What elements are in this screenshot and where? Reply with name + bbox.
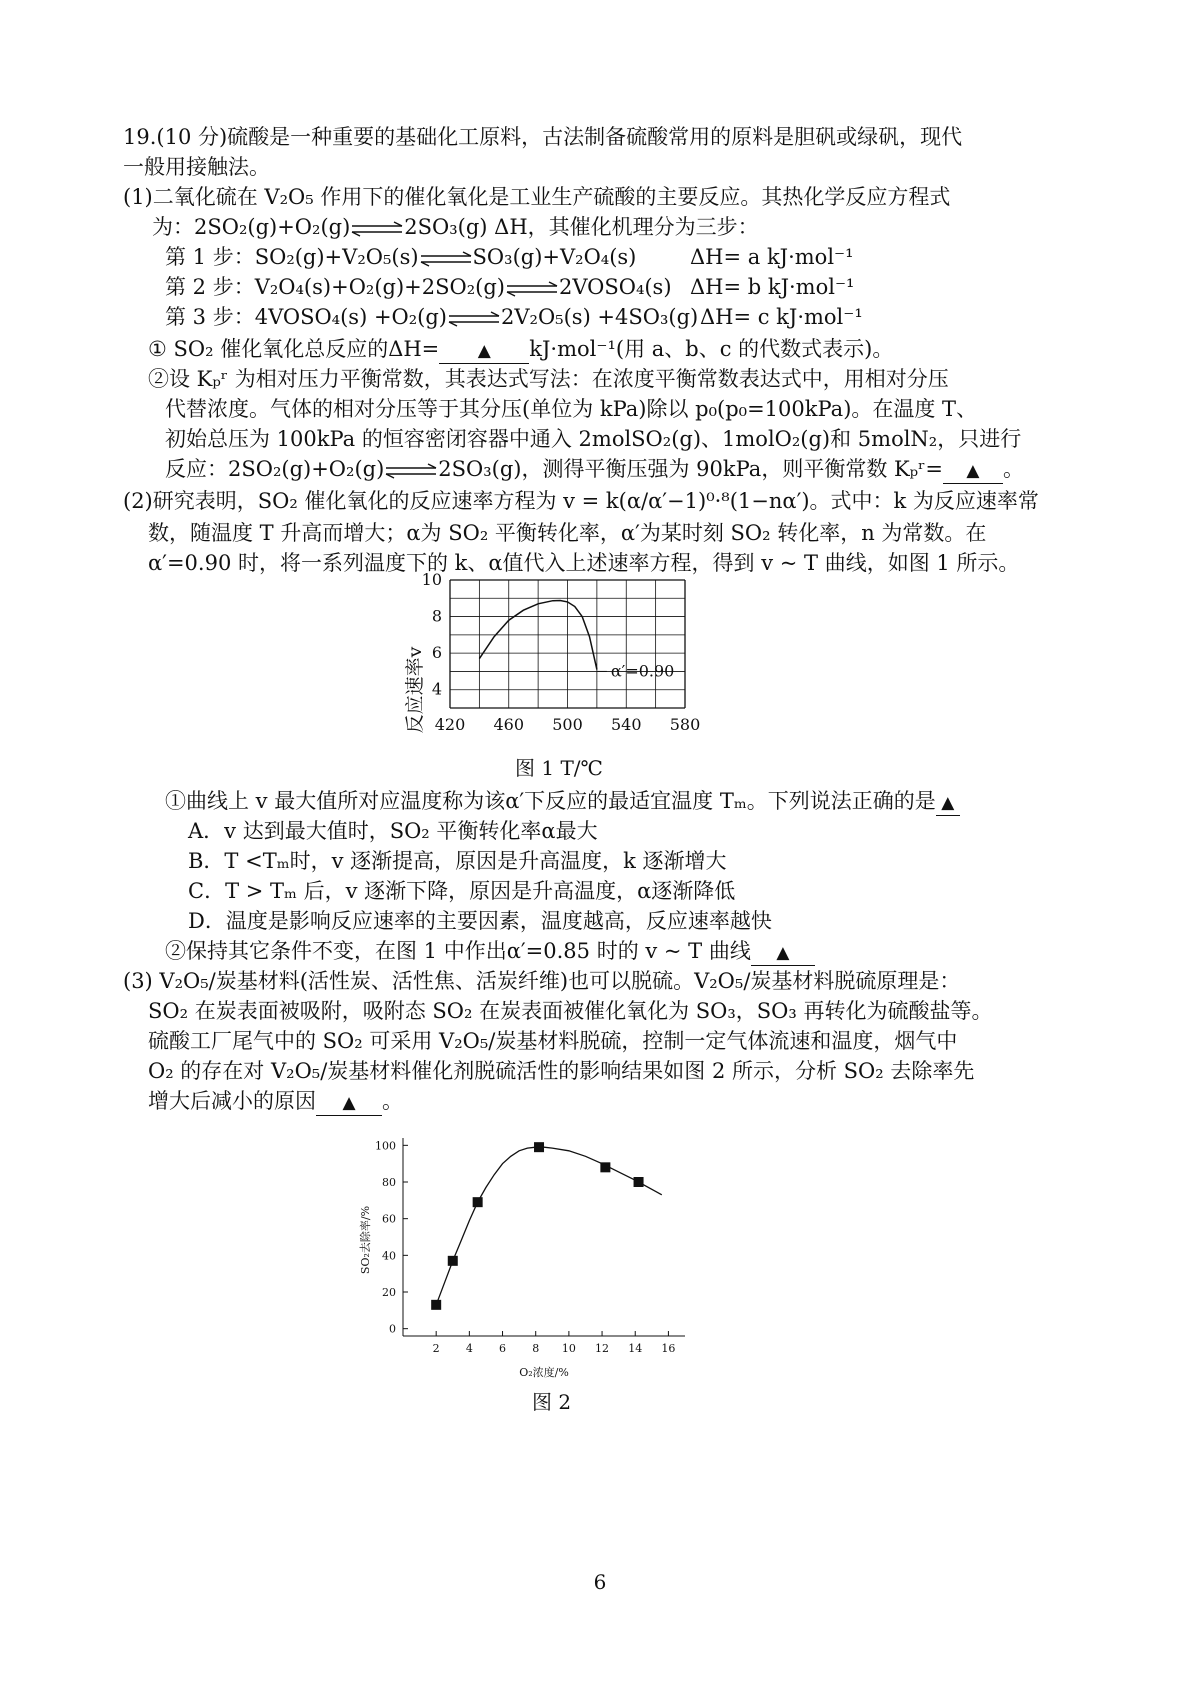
step3	[165, 302, 698, 332]
fig2-y-tick-label: 80	[382, 1176, 396, 1189]
part2-line1: (2)研究表明，SO₂ 催化氧化的反应速率方程为 v = k(α/α′−1)⁰·⁸(1−nα′)。式中：k 为反应速率常	[123, 489, 1039, 513]
fig2-x-tick-label: 2	[432, 1342, 440, 1355]
fig1-y-tick-label: 6	[431, 643, 442, 663]
fig1-x-tick-label: 580	[669, 715, 701, 734]
page-number: 6	[593, 1570, 607, 1594]
sub-question-2-line1: ②设 Kₚʳ 为相对压力平衡常数，其表达式写法：在浓度平衡常数表达式中，用相对分压	[148, 367, 949, 391]
question-header: 19.(10 分)硫酸是一种重要的基础化工原料，古法制备硫酸常用的原料是胆矾或绿矾，现代	[123, 125, 963, 149]
sub-question-3-text: ①曲线上 v 最大值所对应温度称为该α′下反应的最适宜温度 Tₘ。下列说法正确的是	[165, 789, 936, 813]
fig1-y-tick-label: 10	[421, 570, 442, 589]
q2-eq-rhs: 2SO₃(g)，测得平衡压强为 90kPa，则平衡常数 Kₚʳ=	[438, 457, 943, 481]
part3-line2: SO₂ 在炭表面被吸附，吸附态 SO₂ 在炭表面被催化氧化为 SO₃，SO₃ 再转化为硫酸盐等。	[148, 999, 993, 1023]
part3-end: 。	[382, 1089, 403, 1113]
answer-blank[interactable]: ▲	[751, 941, 815, 966]
fig2-data-point	[473, 1197, 483, 1207]
fig2-x-tick-label: 10	[561, 1342, 576, 1355]
part2-line3: α′=0.90 时，将一系列温度下的 k、α值代入上述速率方程，得到 v ~ T 曲线，如图 1 所示。	[148, 551, 1020, 575]
fig1-x-tick-label: 540	[610, 715, 642, 734]
fig2-data-point	[448, 1256, 458, 1266]
fig2-data-point	[600, 1162, 610, 1172]
fig1-tick-labels	[422, 570, 701, 734]
figure-1-caption: 图 1 T/℃	[515, 756, 603, 780]
option-c[interactable]: C．T > Tₘ 后，v 逐渐下降，原因是升高温度，α逐渐降低	[188, 879, 736, 903]
option-a[interactable]: A．v 达到最大值时，SO₂ 平衡转化率α最大	[188, 819, 598, 843]
fig2-x-tick-label: 12	[595, 1342, 610, 1355]
fig2-x-tick-label: 4	[465, 1342, 473, 1355]
sub-question-2-line3: 初始总压为 100kPa 的恒容密闭容器中通入 2molSO₂(g)、1molO₂(g)和 5molN₂，只进行	[165, 427, 1022, 451]
option-b[interactable]: B．T <Tₘ时，v 逐渐提高，原因是升高温度，k 逐渐增大	[188, 849, 727, 873]
fig2-y-tick-label: 40	[382, 1249, 396, 1263]
step2-rhs: 2VOSO₄(s)	[558, 275, 672, 299]
figure-1-chart	[395, 570, 735, 780]
fig2-ylabel: SO₂去除率/%	[359, 1205, 372, 1275]
fig2-x-tick-label: 6	[499, 1342, 507, 1355]
answer-blank[interactable]: ▲	[316, 1091, 382, 1116]
q2-end: 。	[1002, 457, 1024, 481]
figure-2-chart	[355, 1130, 715, 1420]
equilibrium-arrow-icon	[447, 312, 501, 326]
sub-question-1-unit: kJ·mol⁻¹(用 a、b、c 的代数式表示)。	[529, 337, 894, 361]
part3-line1: (3) V₂O₅/炭基材料(活性炭、活性焦、活炭纤维)也可以脱硫。V₂O₅/炭基材料脱硫原理是：	[123, 969, 961, 993]
sub-question-1	[148, 334, 893, 364]
step2-dh: ΔH= b kJ·mol⁻¹	[690, 275, 855, 299]
step1-lhs: 第 1 步：SO₂(g)+V₂O₅(s)	[165, 245, 419, 269]
fig2-y-tick-label: 20	[382, 1286, 396, 1299]
fig2-y-tick-label: 0	[389, 1322, 396, 1336]
fig2-data-point	[534, 1142, 544, 1152]
part3-line3: 硫酸工厂尾气中的 SO₂ 可采用 V₂O₅/炭基材料脱硫，控制一定气体流速和温度，烟气中	[148, 1029, 958, 1053]
step3-rhs: 2V₂O₅(s) +4SO₃(g)	[501, 305, 699, 329]
part3-line5-text: 增大后减小的原因	[148, 1089, 316, 1113]
part1-line2	[152, 212, 759, 242]
fig1-x-tick-label: 500	[552, 715, 583, 734]
step1-dh: ΔH= a kJ·mol⁻¹	[690, 245, 854, 269]
sub-question-4-text: ②保持其它条件不变，在图 1 中作出α′=0.85 时的 v ~ T 曲线	[165, 939, 751, 963]
equilibrium-arrow-icon	[350, 222, 404, 236]
fig2-data-point	[634, 1177, 644, 1187]
fig2-y-tick-label: 60	[382, 1212, 396, 1226]
step1	[165, 242, 636, 272]
fig1-x-tick-label: 420	[434, 715, 466, 734]
eq-rhs: 2SO₃(g) ΔH，其催化机理分为三步：	[404, 215, 759, 239]
fig1-annotation: α′=0.90	[610, 661, 675, 681]
step1-rhs: SO₃(g)+V₂O₄(s)	[472, 245, 637, 269]
sub-question-1-text: ① SO₂ 催化氧化总反应的ΔH=	[148, 337, 440, 361]
part3-line4: O₂ 的存在对 V₂O₅/炭基材料催化剂脱硫活性的影响结果如图 2 所示，分析 SO₂ 去除率先	[148, 1059, 975, 1083]
step3-dh: ΔH= c kJ·mol⁻¹	[700, 305, 863, 329]
fig2-x-tick-label: 16	[661, 1342, 676, 1355]
equilibrium-arrow-icon	[384, 464, 438, 478]
sub-question-2-line2: 代替浓度。气体的相对分压等于其分压(单位为 kPa)除以 p₀(p₀=100kPa)。在温度 T、	[165, 397, 978, 421]
part2-line2: 数，随温度 T 升高而增大；α为 SO₂ 平衡转化率，α′为某时刻 SO₂ 转化率，n 为常数。在	[148, 521, 987, 545]
step2	[165, 272, 672, 302]
eq-lhs: 为：2SO₂(g)+O₂(g)	[152, 215, 351, 239]
question-header-cont: 一般用接触法。	[123, 155, 270, 179]
equilibrium-arrow-icon	[419, 252, 473, 266]
fig2-axes	[375, 1138, 685, 1355]
fig1-x-tick-label: 460	[493, 715, 525, 734]
step3-lhs: 第 3 步：4VOSO₄(s) +O₂(g)	[165, 305, 448, 329]
step2-lhs: 第 2 步：V₂O₄(s)+O₂(g)+2SO₂(g)	[165, 275, 505, 299]
answer-blank[interactable]: ▲	[943, 459, 1003, 484]
answer-blank[interactable]: ▲	[936, 791, 960, 816]
fig2-x-tick-label: 8	[532, 1342, 540, 1355]
fig2-fit-curve	[436, 1147, 662, 1305]
q2-eq-lhs: 反应：2SO₂(g)+O₂(g)	[165, 457, 385, 481]
fig1-ylabel: 反应速率v	[404, 646, 426, 734]
fig1-y-tick-label: 4	[431, 679, 442, 699]
fig2-data-points	[431, 1142, 643, 1310]
sub-question-3	[165, 786, 960, 816]
fig2-x-tick-label: 14	[628, 1342, 643, 1355]
figure-2-caption: 图 2	[532, 1390, 572, 1414]
fig1-grid	[450, 580, 685, 708]
part1-line1: (1)二氧化硫在 V₂O₅ 作用下的催化氧化是工业生产硫酸的主要反应。其热化学反应方程式	[123, 185, 951, 209]
sub-question-4	[165, 936, 815, 966]
fig2-xlabel: O₂浓度/%	[519, 1366, 569, 1379]
option-d[interactable]: D．温度是影响反应速率的主要因素，温度越高，反应速率越快	[188, 909, 772, 933]
fig1-y-tick-label: 8	[431, 606, 442, 626]
fig2-y-tick-label: 100	[375, 1139, 396, 1153]
sub-question-2-line4	[165, 454, 1024, 484]
fig2-data-point	[431, 1300, 441, 1310]
equilibrium-arrow-icon	[505, 282, 559, 296]
answer-blank[interactable]: ▲	[439, 339, 529, 364]
part3-line5	[148, 1086, 403, 1116]
